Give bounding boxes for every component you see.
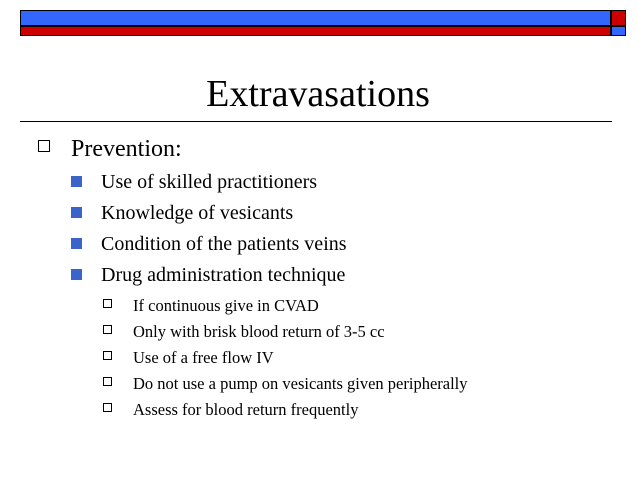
bullet-prevention <box>38 135 469 423</box>
header-bar-blue <box>20 10 611 26</box>
square-outline-bullet-icon <box>103 299 112 308</box>
square-filled-bullet-icon <box>71 207 82 218</box>
square-outline-bullet-icon <box>103 325 112 334</box>
header-bar-red <box>20 26 611 36</box>
header-square-red <box>611 10 626 26</box>
sub-sub-bullet-text: Do not use a pump on vesicants given peripherally <box>133 374 468 393</box>
sub-sub-bullet-text: Use of a free flow IV <box>133 348 274 367</box>
square-filled-bullet-icon <box>71 269 82 280</box>
sub-bullet-text: Knowledge of vesicants <box>101 202 294 224</box>
sub-sub-bullet-text: Assess for blood return frequently <box>133 400 359 419</box>
sub-sub-bullet-item <box>37 293 468 319</box>
sub-sub-bullet-item <box>37 319 468 345</box>
square-filled-bullet-icon <box>71 238 82 249</box>
square-outline-bullet-icon <box>103 377 112 386</box>
sub-bullet-text: Use of skilled practitioners <box>101 171 318 193</box>
sub-bullet-item <box>37 260 468 423</box>
sub-sub-bullet-item <box>37 345 468 371</box>
square-filled-bullet-icon <box>71 176 82 187</box>
sub-sub-bullet-item <box>37 397 468 423</box>
sub-bullet-text: Condition of the patients veins <box>101 233 347 255</box>
sub-sub-bullet-text: If continuous give in CVAD <box>133 296 319 315</box>
sub-bullet-item <box>37 198 468 229</box>
sub-bullet-item <box>37 229 468 260</box>
sub-bullet-list <box>70 167 468 423</box>
slide-title: Extravasations <box>206 73 430 115</box>
sub-bullet-item <box>37 167 468 198</box>
square-outline-bullet-icon <box>103 351 112 360</box>
square-outline-bullet-icon <box>38 140 50 152</box>
bullet-list <box>38 135 469 423</box>
sub-bullet-text: Drug administration technique <box>101 264 346 286</box>
title-divider <box>20 121 612 122</box>
sub-sub-bullet-item <box>37 371 468 397</box>
bullet-text: Prevention: <box>71 136 182 162</box>
sub-sub-bullet-list <box>101 293 468 423</box>
header-square-blue <box>611 26 626 36</box>
sub-sub-bullet-text: Only with brisk blood return of 3-5 cc <box>133 322 385 341</box>
square-outline-bullet-icon <box>103 403 112 412</box>
